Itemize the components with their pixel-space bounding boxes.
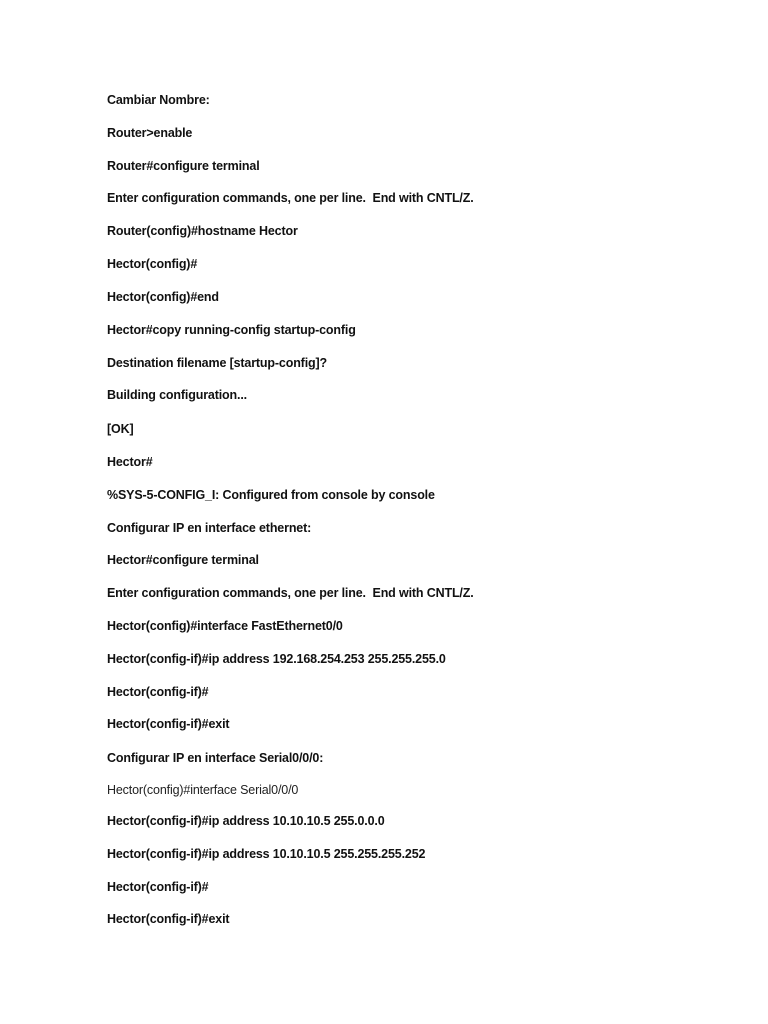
- section-heading-cambiar-nombre: Cambiar Nombre:: [107, 93, 210, 107]
- command-line: [OK]: [107, 422, 134, 436]
- command-line: Building configuration...: [107, 388, 247, 402]
- command-line: Enter configuration commands, one per line. End with CNTL/Z.: [107, 191, 474, 205]
- section-heading-serial: Configurar IP en interface Serial0/0/0:: [107, 751, 324, 765]
- command-line: Hector(config-if)#: [107, 685, 209, 699]
- command-line: %SYS-5-CONFIG_I: Configured from console by console: [107, 488, 435, 502]
- command-line-plain: Hector(config)#interface Serial0/0/0: [107, 783, 299, 797]
- command-line: Hector(config)#end: [107, 290, 219, 304]
- command-line: Hector(config-if)#: [107, 880, 209, 894]
- command-line: Hector#: [107, 455, 153, 469]
- command-line: Enter configuration commands, one per line. End with CNTL/Z.: [107, 586, 474, 600]
- command-line: Hector#configure terminal: [107, 553, 259, 567]
- command-line: Hector(config-if)#ip address 192.168.254.253 255.255.255.0: [107, 652, 446, 666]
- command-line: Hector(config)#: [107, 257, 198, 271]
- command-line: Destination filename [startup-config]?: [107, 356, 328, 370]
- command-line: Router(config)#hostname Hector: [107, 224, 298, 238]
- command-line: Router#configure terminal: [107, 159, 260, 173]
- section-heading-ethernet: Configurar IP en interface ethernet:: [107, 521, 312, 535]
- command-line: Hector(config)#interface FastEthernet0/0: [107, 619, 343, 633]
- command-line: Hector(config-if)#ip address 10.10.10.5 255.0.0.0: [107, 814, 385, 828]
- command-line: Hector(config-if)#ip address 10.10.10.5 255.255.255.252: [107, 847, 426, 861]
- command-line: Hector#copy running-config startup-config: [107, 323, 356, 337]
- command-line: Hector(config-if)#exit: [107, 717, 230, 731]
- command-line: Router>enable: [107, 126, 193, 140]
- command-line: Hector(config-if)#exit: [107, 912, 230, 926]
